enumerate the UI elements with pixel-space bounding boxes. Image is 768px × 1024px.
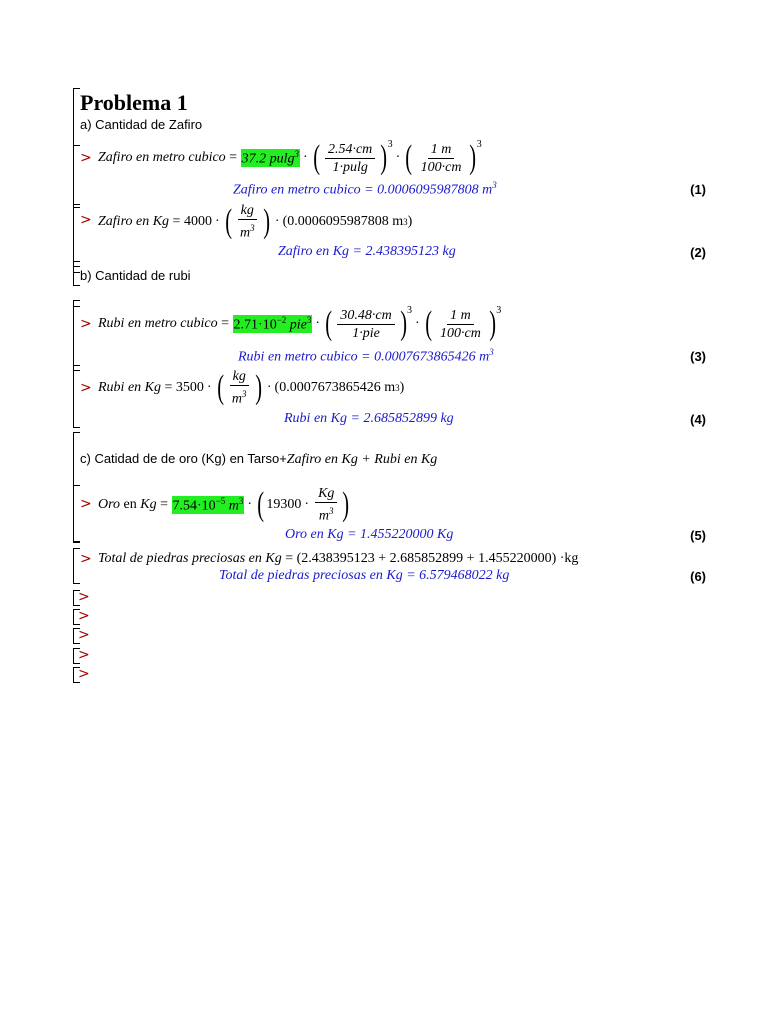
paren: ( [216,369,224,406]
output-line [233,180,497,199]
equation-label: (1) [690,182,706,197]
lhs: Rubi en metro cubico [98,316,218,331]
equals: = [169,214,184,229]
output-text: Rubi en metro cubico = 0.0007673865426 m [238,349,490,365]
highlighted-input[interactable] [241,149,300,168]
dot: · [274,214,280,229]
math-input-line[interactable] [98,368,404,408]
exp: 3 [395,383,400,393]
lhs: Rubi en Kg [98,380,161,395]
equals: = [281,551,297,566]
dot: · [206,380,212,395]
group-bracket [73,648,74,664]
numerator: 1 m [447,307,474,325]
coef: 19300 [266,497,302,512]
output-line: Oro en Kg = 1.455220000 Kg [285,527,454,542]
math-input-line[interactable] [98,485,352,525]
paren: ( [257,486,265,523]
exponent: 3 [496,304,502,316]
group-bracket [73,370,74,428]
denominator: 100·cm [420,159,462,175]
empty-prompt-icon[interactable]: > [78,647,90,663]
denominator: 1·pie [352,325,380,341]
denominator [316,503,337,525]
numerator: 2.54·cm [325,141,375,159]
equation-label: (2) [690,245,706,260]
power: −2 [276,314,287,325]
exp: 3 [238,495,244,506]
fraction [229,368,250,408]
fraction [337,307,394,342]
paren: ) [342,486,350,523]
math-input-line[interactable] [98,202,412,242]
prompt-icon[interactable]: > [80,496,92,512]
denominator [229,386,250,408]
numerator: Kg [315,485,337,503]
dot: · [247,497,253,512]
dot: · [302,150,308,165]
equals: = [225,150,241,165]
lhs: Zafiro en metro cubico [98,150,226,165]
numerator: kg [238,202,257,220]
numerator: 30.48·cm [337,307,394,325]
paren: ) [489,305,496,342]
fraction [237,202,258,242]
paren: ( [424,305,432,342]
prompt-icon[interactable]: > [80,316,92,332]
paren: ( [274,380,280,395]
den-text: m [231,391,243,407]
paren: ) [262,203,270,240]
power: −5 [215,495,226,506]
empty-prompt-icon[interactable]: > [78,627,90,643]
unit: m [228,498,239,514]
paren: ) [254,369,262,406]
page-title: Problema 1 [80,90,188,115]
dot: · [304,497,310,512]
group-bracket [73,485,74,543]
group-bracket [73,145,74,205]
output-line: Total de piedras preciosas en Kg = 6.579468022 kg [219,568,510,583]
numerator: kg [230,368,249,386]
highlighted-input[interactable] [172,496,245,515]
equation-label: (5) [690,528,706,543]
empty-prompt-icon[interactable]: > [78,608,90,624]
group-bracket [73,590,74,606]
section-b-label: b) Cantidad de rubi [80,268,191,283]
equals: = [156,497,172,512]
group-bracket [73,609,74,625]
den-text: m [239,225,251,241]
value: 37.2 pulg [241,151,295,167]
fraction [325,141,375,176]
math-input-line[interactable] [98,550,578,568]
exp: 3 [492,180,497,190]
fraction [418,141,465,176]
coef: 4000 [183,214,212,229]
argument: 0.0006095987808 m [287,214,404,229]
output-text: Zafiro en metro cubico = 0.0006095987808 m [233,182,493,198]
output-line: Rubi en Kg = 2.685852899 kg [284,411,454,426]
equals: = [161,380,176,395]
paren: ( [224,203,232,240]
equation-label: (3) [690,349,706,364]
rhs: (2.438395123 + 2.685852899 + 1.455220000) ·kg [296,551,579,566]
denominator: 100·cm [440,325,481,341]
exponent: 3 [407,304,413,316]
exponent: 3 [476,138,482,150]
exp: 3 [294,148,299,159]
section-c-suffix: Zafiro en Kg + Rubi en Kg [286,452,438,467]
empty-prompt-icon[interactable]: > [78,666,90,682]
unit: pie [289,317,307,333]
lhs: Total de piedras preciosas en Kg [98,551,282,566]
equation-label: (6) [690,569,706,584]
denominator [237,220,258,242]
group-bracket [73,628,74,644]
fraction [315,485,337,525]
equation-label: (4) [690,412,706,427]
argument: 0.0007673865426 m [279,380,396,395]
dot: · [415,316,420,331]
paren: ) [407,214,413,229]
paren: ) [380,139,388,176]
equals: = [217,316,233,331]
output-line [238,347,494,366]
exponent: 3 [387,138,393,150]
group-bracket [73,667,74,683]
dot: · [266,380,272,395]
group-bracket [73,266,74,286]
lhs-kg: Kg [140,497,157,512]
coef: 3500 [175,380,204,395]
section-c-label [80,451,437,468]
den-text: m [318,508,330,524]
section-a-label: a) Cantidad de Zafiro [80,117,203,132]
paren: ( [312,139,320,176]
prompt-icon[interactable]: > [80,551,92,567]
group-bracket [73,207,74,262]
value: 2.71·10 [233,317,277,333]
lhs: Zafiro en Kg [98,214,170,229]
highlighted-input[interactable] [233,315,313,334]
group-bracket [73,548,74,584]
prompt-icon[interactable]: > [80,380,92,396]
output-line: Zafiro en Kg = 2.438395123 kg [278,244,456,259]
dot: · [214,214,220,229]
dot: · [315,316,321,331]
paren: ( [282,214,288,229]
paren: ( [325,305,333,342]
paren: ) [399,380,405,395]
prompt-icon[interactable]: > [80,150,92,166]
exp: 3 [306,314,312,325]
lhs-en: en [123,497,137,512]
exp: 3 [242,389,247,400]
lhs-oro: Oro [98,497,121,512]
paren: ( [405,139,413,176]
denominator: 1·pulg [332,159,368,175]
dot: · [395,150,401,165]
numerator: 1 m [428,141,455,159]
fraction [437,307,484,342]
math-input-line[interactable] [98,138,482,178]
prompt-icon[interactable]: > [80,212,92,228]
section-c-prefix: c) Catidad de de oro (Kg) en Tarso+ [80,451,287,466]
exp: 3 [329,506,334,517]
empty-prompt-icon[interactable]: > [78,589,90,605]
value: 7.54·10 [172,498,216,514]
math-input-line[interactable] [98,304,501,344]
paren: ) [399,305,407,342]
exp: 3 [403,217,408,227]
exp: 3 [250,223,255,234]
group-bracket [73,306,74,366]
paren: ) [469,139,477,176]
exp: 3 [489,347,494,357]
